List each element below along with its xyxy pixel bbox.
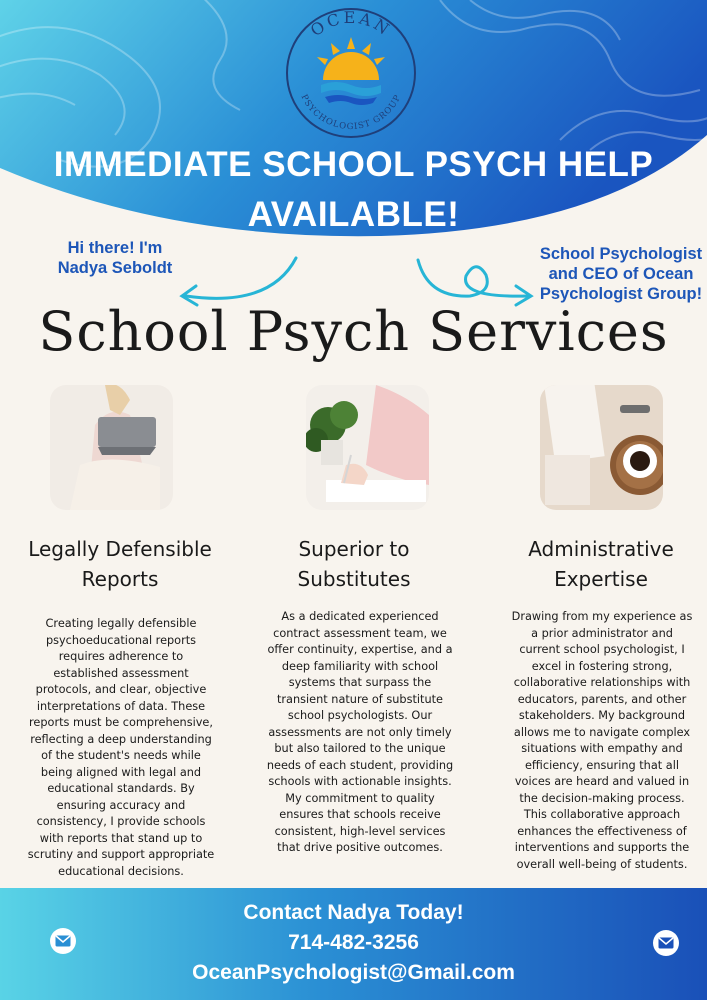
ocean-psychologist-logo [283, 5, 419, 141]
role-callout-line-2: and CEO of Ocean [548, 265, 694, 283]
role-callout-line-3: Psychologist Group! [539, 285, 703, 303]
headline-line-1: IMMEDIATE SCHOOL PSYCH HELP [53, 145, 654, 184]
hero-banner [0, 0, 707, 250]
contact-details [0, 898, 707, 988]
headline [0, 140, 707, 240]
service-body-administrative: Drawing from my experience as a prior administrator and current school psychologist, I excel in fostering strong, collaborative relationships with educators, parents, and other stakeholders. My background allows me to navigate complex situations with empathy and efficiency, ensuring that all voices are heard and valued in the decision-making process. This collaborative approach enhances the effectiveness of interventions and supports the overall well-being of students. [511, 610, 693, 871]
service-title-administrative: Administrative Expertise [528, 537, 674, 591]
photo-writing-plant [306, 385, 429, 510]
contact-heading: Contact Nadya Today! [243, 901, 464, 924]
logo-arc-text-top: OCEAN [306, 8, 396, 41]
arrow-loop-right-icon [418, 260, 528, 296]
arrow-left-icon [186, 258, 296, 298]
photo-desk-coffee [540, 385, 663, 510]
svg-text:OCEAN [307, 8, 395, 40]
services-title: School Psych Services [38, 300, 669, 363]
photo-laptop-woman [50, 385, 173, 510]
contact-phone[interactable]: 714-482-3256 [288, 931, 419, 954]
intro-callout-line-1: Hi there! I'm [67, 239, 163, 257]
role-callout-line-1: School Psychologist [539, 245, 703, 263]
service-title-reports: Legally Defensible Reports [28, 537, 212, 591]
mail-icon[interactable] [653, 930, 679, 956]
headline-line-2: AVAILABLE! [247, 195, 460, 234]
service-title-substitutes: Superior to Substitutes [297, 537, 411, 591]
sun-wave-logo-icon [283, 5, 419, 141]
contact-footer [0, 888, 707, 1000]
service-body-substitutes: As a dedicated experienced contract assessment team, we offer continuity, expertise, and a deep familiarity with school systems that surpass the transient nature of substitute school psychologists. Our assessments are not only timely but also tailored to the unique needs of each student, providing schools with actionable insights. My commitment to quality ensures that schools receive consistent, high-level services that drive positive outcomes. [266, 610, 454, 854]
contact-email[interactable]: OceanPsychologist@Gmail.com [192, 961, 515, 984]
service-body-reports: Creating legally defensible psychoeducational reports requires adherence to established assessment protocols, and clear, objective interpretations of data. These reports must be comprehensive, reflecting a deep understanding of the student's needs while being aligned with legal and educational standards. By ensuring accuracy and consistency, I provide schools with reports that stand up to scrutiny and support appropriate educational decisions. [27, 617, 215, 878]
intro-callout-line-2: Nadya Seboldt [57, 259, 173, 277]
logo-arc-text-bottom: PSYCHOLOGIST GROUP [298, 93, 404, 133]
